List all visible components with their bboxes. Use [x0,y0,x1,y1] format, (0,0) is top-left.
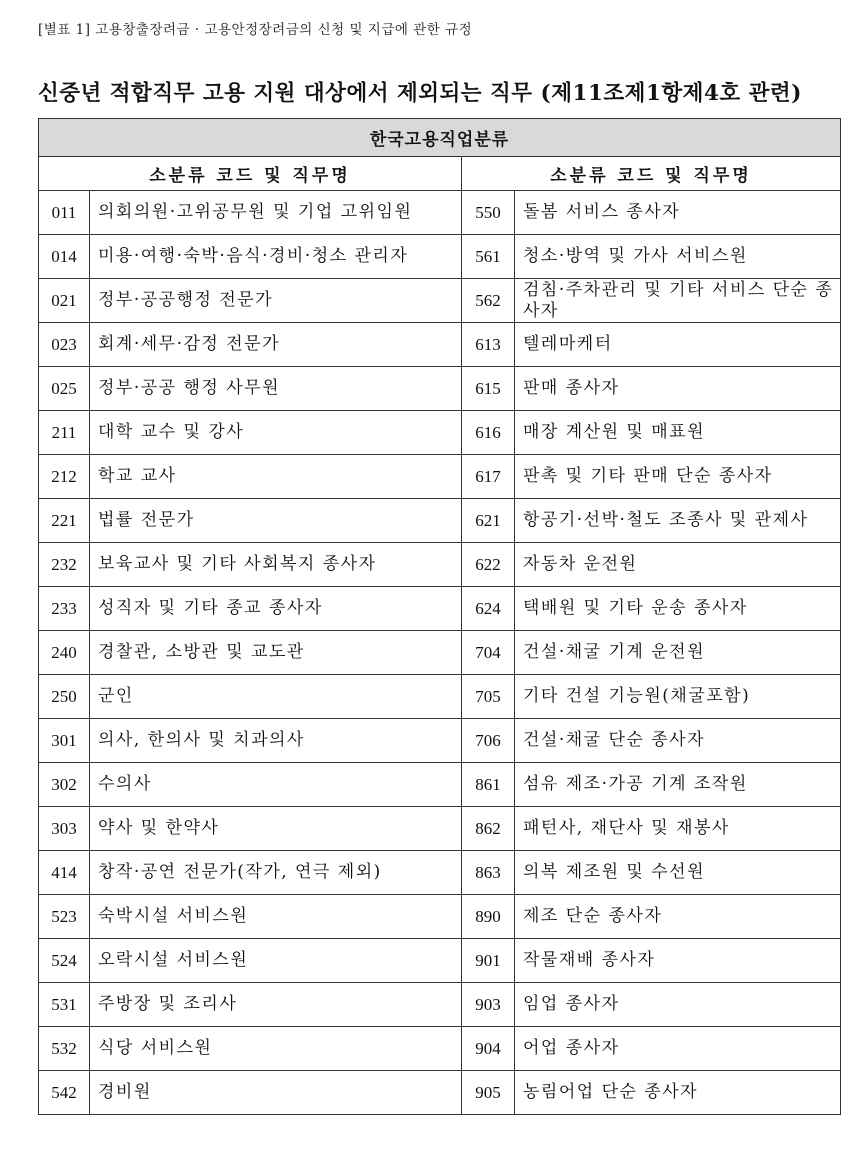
right-code-cell: 617 [462,455,515,499]
table-row [39,895,841,939]
table-row [39,631,841,675]
left-job-name-cell: 학교 교사 [90,455,462,499]
right-job-name-cell: 자동차 운전원 [515,543,841,587]
left-code-cell: 250 [39,675,90,719]
right-code-cell: 616 [462,411,515,455]
left-code-cell: 542 [39,1071,90,1115]
right-code-cell: 624 [462,587,515,631]
right-job-name-cell: 택배원 및 기타 운송 종사자 [515,587,841,631]
left-job-name-cell: 정부·공공 행정 사무원 [90,367,462,411]
left-code-cell: 221 [39,499,90,543]
left-job-name-cell: 의사, 한의사 및 치과의사 [90,719,462,763]
left-job-name-cell: 대학 교수 및 강사 [90,411,462,455]
right-code-cell: 706 [462,719,515,763]
table-row [39,279,841,323]
right-job-name-cell: 매장 계산원 및 매표원 [515,411,841,455]
table-row [39,983,841,1027]
table-row [39,411,841,455]
right-job-name-cell: 판촉 및 기타 판매 단순 종사자 [515,455,841,499]
left-code-cell: 021 [39,279,90,323]
left-job-name-cell: 법률 전문가 [90,499,462,543]
left-code-cell: 014 [39,235,90,279]
left-code-cell: 023 [39,323,90,367]
left-code-cell: 532 [39,1027,90,1071]
left-job-name-cell: 식당 서비스원 [90,1027,462,1071]
annex-caption: [별표 1] 고용창출장려금 · 고용안정장려금의 신청 및 지급에 관한 규정 [38,22,473,38]
left-code-cell: 531 [39,983,90,1027]
left-job-name-cell: 숙박시설 서비스원 [90,895,462,939]
left-job-name-cell: 성직자 및 기타 종교 종사자 [90,587,462,631]
table-row [39,851,841,895]
right-job-name-cell: 임업 종사자 [515,983,841,1027]
right-job-name-cell: 건설·채굴 단순 종사자 [515,719,841,763]
left-code-cell: 212 [39,455,90,499]
right-job-name-cell: 어업 종사자 [515,1027,841,1071]
left-job-name-cell: 오락시설 서비스원 [90,939,462,983]
right-job-name-cell: 제조 단순 종사자 [515,895,841,939]
right-job-name-cell: 건설·채굴 기계 운전원 [515,631,841,675]
table-row [39,543,841,587]
right-job-name-cell: 청소·방역 및 가사 서비스원 [515,235,841,279]
right-code-cell: 622 [462,543,515,587]
right-code-cell: 863 [462,851,515,895]
table-row [39,1071,841,1115]
left-job-name-cell: 경찰관, 소방관 및 교도관 [90,631,462,675]
table-row [39,191,841,235]
table-row [39,939,841,983]
right-job-name-cell: 검침·주차관리 및 기타 서비스 단순 종사자 [515,279,841,323]
left-code-cell: 211 [39,411,90,455]
table-row [39,807,841,851]
right-code-cell: 561 [462,235,515,279]
right-job-name-cell: 판매 종사자 [515,367,841,411]
column-header-right: 소분류 코드 및 직무명 [462,157,841,191]
table-row [39,323,841,367]
right-job-name-cell: 농림어업 단순 종사자 [515,1071,841,1115]
table-row [39,763,841,807]
left-job-name-cell: 군인 [90,675,462,719]
table-row [39,1027,841,1071]
right-code-cell: 704 [462,631,515,675]
right-job-name-cell: 돌봄 서비스 종사자 [515,191,841,235]
left-code-cell: 414 [39,851,90,895]
right-job-name-cell: 기타 건설 기능원(채굴포함) [515,675,841,719]
excluded-jobs-table [38,118,841,1115]
left-code-cell: 011 [39,191,90,235]
left-code-cell: 240 [39,631,90,675]
table-body [39,191,841,1115]
right-job-name-cell: 항공기·선박·철도 조종사 및 관제사 [515,499,841,543]
left-job-name-cell: 창작·공연 전문가(작가, 연극 제외) [90,851,462,895]
left-job-name-cell: 경비원 [90,1071,462,1115]
right-code-cell: 705 [462,675,515,719]
left-job-name-cell: 보육교사 및 기타 사회복지 종사자 [90,543,462,587]
table-row [39,499,841,543]
right-job-name-cell: 작물재배 종사자 [515,939,841,983]
right-code-cell: 861 [462,763,515,807]
left-job-name-cell: 정부·공공행정 전문가 [90,279,462,323]
left-job-name-cell: 주방장 및 조리사 [90,983,462,1027]
right-code-cell: 890 [462,895,515,939]
table-row [39,675,841,719]
right-code-cell: 862 [462,807,515,851]
left-job-name-cell: 회계·세무·감정 전문가 [90,323,462,367]
right-code-cell: 562 [462,279,515,323]
left-code-cell: 302 [39,763,90,807]
right-code-cell: 550 [462,191,515,235]
right-code-cell: 901 [462,939,515,983]
document-title: 신중년 적합직무 고용 지원 대상에서 제외되는 직무 (제11조제1항제4호 관련) [38,81,802,106]
column-header-left: 소분류 코드 및 직무명 [39,157,462,191]
right-code-cell: 905 [462,1071,515,1115]
right-job-name-cell: 의복 제조원 및 수선원 [515,851,841,895]
right-code-cell: 613 [462,323,515,367]
right-job-name-cell: 섬유 제조·가공 기계 조작원 [515,763,841,807]
right-code-cell: 615 [462,367,515,411]
left-code-cell: 233 [39,587,90,631]
left-code-cell: 025 [39,367,90,411]
right-code-cell: 621 [462,499,515,543]
table-row [39,455,841,499]
right-code-cell: 903 [462,983,515,1027]
right-job-name-cell: 패턴사, 재단사 및 재봉사 [515,807,841,851]
left-job-name-cell: 미용·여행·숙박·음식·경비·청소 관리자 [90,235,462,279]
left-job-name-cell: 수의사 [90,763,462,807]
right-job-name-cell: 텔레마케터 [515,323,841,367]
table-row [39,719,841,763]
left-code-cell: 524 [39,939,90,983]
left-code-cell: 303 [39,807,90,851]
table-group-header-row [39,119,841,157]
left-job-name-cell: 의회의원·고위공무원 및 기업 고위임원 [90,191,462,235]
table-row [39,235,841,279]
left-code-cell: 523 [39,895,90,939]
classification-header: 한국고용직업분류 [39,119,841,157]
table-column-header-row [39,157,841,191]
right-code-cell: 904 [462,1027,515,1071]
table-row [39,587,841,631]
left-code-cell: 232 [39,543,90,587]
left-code-cell: 301 [39,719,90,763]
table-row [39,367,841,411]
left-job-name-cell: 약사 및 한약사 [90,807,462,851]
